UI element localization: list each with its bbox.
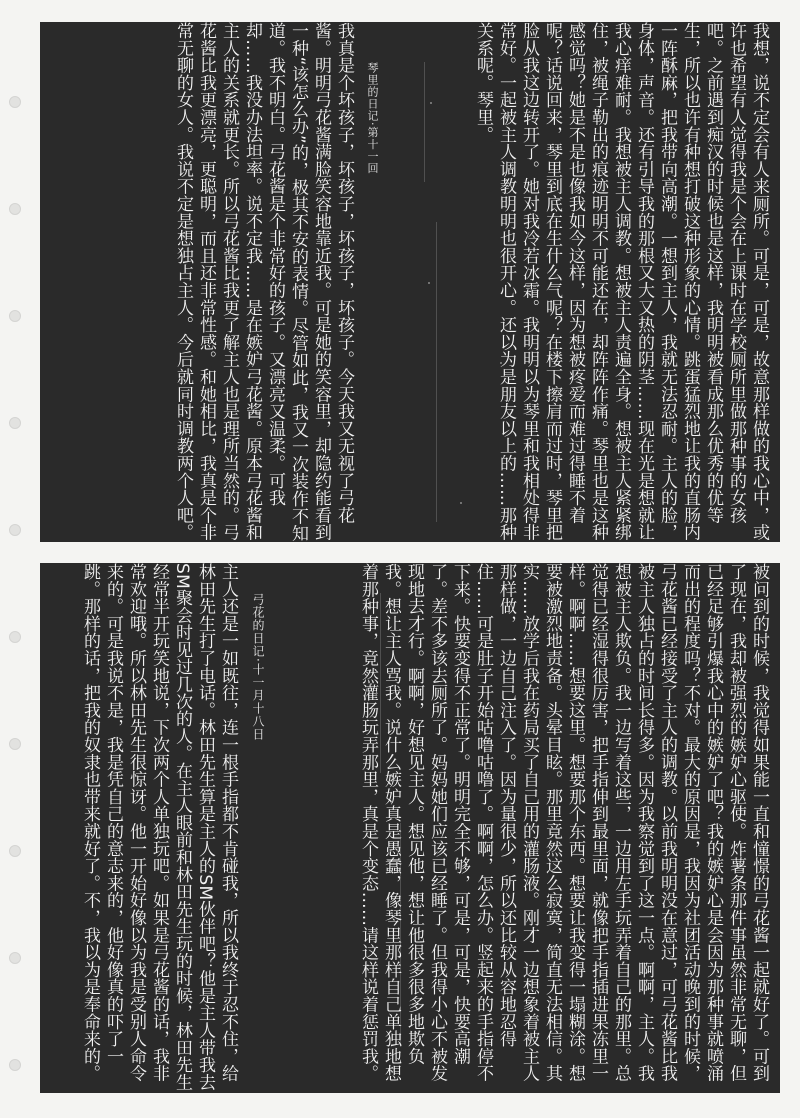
binder-hole	[9, 310, 21, 322]
diary-body-right	[358, 563, 770, 1093]
diary-panel-yumika	[40, 563, 780, 1093]
binder-hole	[9, 738, 21, 750]
diary-body-right	[410, 22, 770, 542]
binder-hole	[9, 203, 21, 215]
binder-hole	[9, 631, 21, 643]
diary-paragraph: 被问到的时候，我觉得如果能一直和憧憬的弓花酱一起就好了。可到了现在，我却被强烈的嫉妒心驱使。炸薯条那件事虽然非常无聊，但已经足够引爆我心中的嫉妒了吧？我的嫉妒心是会因为那种事就喷涌而出的程度吗？不对。最大的原因是，我因为社团活动晚到的时候，弓花酱已经接受了主人的调教。以前我明明没在意过，可弓花酱比我被主人独占的时间长得多。因为我察觉到了这一点。啊啊，主人。我想被主人欺负。我一边写着这些，一边用左手玩弄着自己的那里。总觉得已经湿得很厉害，把手指伸到最里面，就像把手指插进果冻里一样。啊啊……想要这里。想要那个东西。想要让我变得一塌糊涂。想要被激烈地责备。头晕目眩。那里竟然这么寂寞，简直无法相信。其实……放学后我在药局买了自己用的灌肠液。刚才一边想象着被主人那样做，一边自己注入了。因为量很少，所以还比较从容地忍得住……可是肚子开始咕噜咕噜了。啊啊，怎么办。竖起来的手指停不下来。快要变得不正常了。明明完全不够，可是，可是，快要高潮了。差不多该去厕所了。妈妈她们应该已经睡了。但我得小心不被发现地去才行。啊啊，好想见主人。想见他，想让他很多很多地欺负我。想让主人骂我。说什么嫉妒真是愚蠢，像琴里那样自己单独地想着那种事，竟然灌肠玩弄那里，真是个变态……请这样说着惩罚我。	[358, 563, 769, 1082]
binder-holes	[0, 0, 28, 1118]
binder-hole	[9, 952, 21, 964]
binder-hole	[9, 1059, 21, 1071]
diary-panel-kotori	[40, 22, 780, 542]
diary-paragraph: 我想，说不定会有人来厕所。可是，可是，故意那样做的我心中，或许也希望有人觉得我是个会在上课时在学校厕所里做那种事的女孩吧。之前遇到痴汉的时候也是这样，我明明被看成那么优秀的优等生，所以也许有种想打破这种形象的心情。跳蛋猛烈地让我的直肠内一阵酥麻，把我带向高潮。一想到主人，我就无法忍耐。主人的脸，身体，声音。还有引导我的那根又大又热的阴茎……现在光是想就让我心痒难耐。我想被主人调教。想被主人责遍全身。想被主人紧紧绑住，被绳子勒出的痕迹明明不可能还在，却阵阵作痛。琴里也是这种感觉吗？她是不是也像我如今这样，因为想被疼爱而难过得睡不着呢？话说回来，琴里到底在生什么气呢？在楼下擦肩而过时，琴里把脸从我这边转开了。她对我冷若冰霜。我明明以为琴里和我相处得非常好。一起被主人调教明明也很开心。还以为是朋友以上的……那种关系呢。琴里。	[473, 22, 769, 541]
diary-paragraph: 我真是个坏孩子，坏孩子，坏孩子，坏孩子。今天我又无视了弓花酱。明明弓花酱满脸笑容地靠近我。可是她的笑容里，却隐约能看到一种“该怎么办”的，极其不安的表情。尽管如此，我又一次装作不知道。我不明白。弓花酱是个非常好的孩子。又漂亮又温柔。可我却……我没办法坦率。说不定我……是在嫉妒弓花酱。原本弓花酱和主人的关系就更长。所以弓花酱比我更了解主人也是理所当然的。弓花酱比我更漂亮，更聪明，而且还非常性感。和她相比，我真是个非常无聊的女人。我说不定是想独占主人。今后就同时调教两个人吧。	[173, 22, 354, 542]
binder-hole	[9, 417, 21, 429]
diary-paragraph: 主人还是一如既往，连一根手指都不肯碰我，所以我终于忍不住，给林田先生打了电话。林田先生算是主人的SM伙伴吧？他是主人带我去SM聚会时见过几次的人。在主人眼前和林田先生玩的时候，林田先生经常半开玩笑地说，下次两个人单独玩吧。如果是弓花酱的话，我非常欢迎哦。所以林田先生很惊讶。他一开始好像以为我是受别人命令来的。可是我说不是，我是凭自己的意志来的，他好像真的吓了一跳。那样的话，把我的奴隶也带来就好了。不，我以为是奉命来的。	[80, 563, 238, 1091]
binder-hole	[9, 96, 21, 108]
binder-hole	[9, 524, 21, 536]
diary-body-left	[170, 22, 355, 542]
diary-body-left	[54, 563, 239, 1093]
diary-heading: 弓花的日记·十一月十八日	[251, 593, 265, 741]
diary-heading: 琴里的日记·第十一回	[366, 62, 379, 175]
binder-hole	[9, 845, 21, 857]
